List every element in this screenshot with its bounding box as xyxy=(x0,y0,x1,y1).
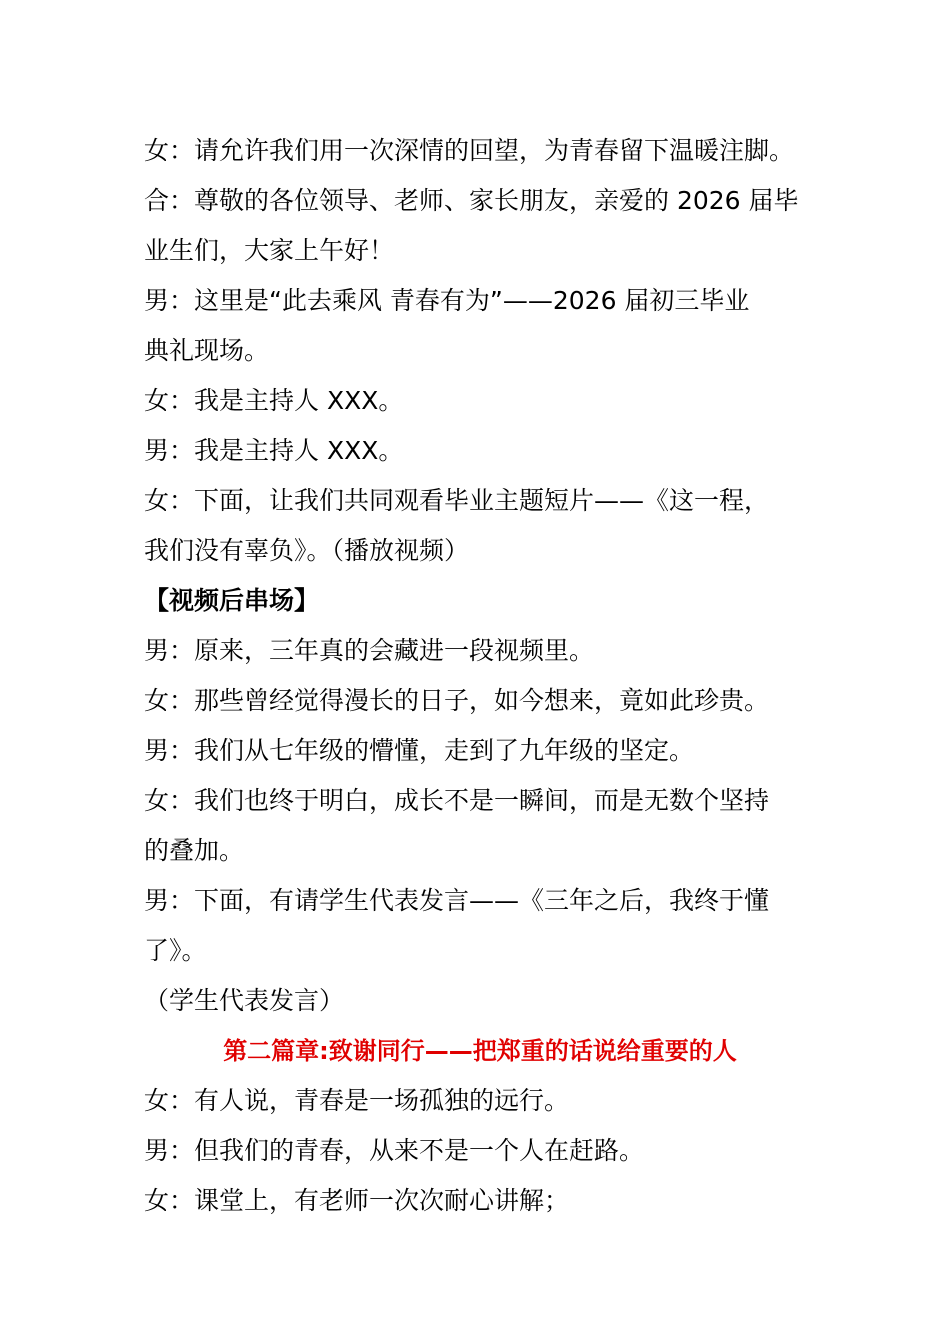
dialogue-line: 业生们，大家上午好！ xyxy=(144,236,395,265)
dialogue-line: 女：我们也终于明白，成长不是一瞬间，而是无数个坚持 xyxy=(144,786,770,815)
dialogue-line: 我们没有辜负》。（播放视频） xyxy=(144,536,470,565)
document-body xyxy=(144,126,816,1226)
dialogue-line: 女：有人说，青春是一场孤独的远行。 xyxy=(144,1086,570,1115)
dialogue-line: 男：这里是“此去乘风 青春有为”——2026 届初三毕业 xyxy=(144,286,750,315)
dialogue-line: 男：原来，三年真的会藏进一段视频里。 xyxy=(144,636,595,665)
dialogue-line: 女：课堂上，有老师一次次耐心讲解； xyxy=(144,1186,570,1215)
dialogue-line: 男：我们从七年级的懵懂，走到了九年级的坚定。 xyxy=(144,736,695,765)
dialogue-line: 男：我是主持人 XXX。 xyxy=(144,436,404,465)
dialogue-line: 男：下面，有请学生代表发言——《三年之后，我终于懂 xyxy=(144,886,770,915)
dialogue-line: 女：那些曾经觉得漫长的日子，如今想来，竟如此珍贵。 xyxy=(144,686,770,715)
dialogue-line: 女：我是主持人 XXX。 xyxy=(144,386,404,415)
dialogue-line: 了》。 xyxy=(144,936,207,965)
dialogue-line: 男：但我们的青春，从来不是一个人在赶路。 xyxy=(144,1136,645,1165)
dialogue-line: 的叠加。 xyxy=(144,836,245,865)
dialogue-line: 典礼现场。 xyxy=(144,336,270,365)
dialogue-line: 女：下面，让我们共同观看毕业主题短片——《这一程， xyxy=(144,486,770,515)
dialogue-line: 女：请允许我们用一次深情的回望，为青春留下温暖注脚。 xyxy=(144,136,795,165)
stage-direction: （学生代表发言） xyxy=(144,986,345,1015)
chapter-heading: 第二篇章:致谢同行——把郑重的话说给重要的人 xyxy=(223,1037,737,1065)
dialogue-line: 合：尊敬的各位领导、老师、家长朋友，亲爱的 2026 届毕 xyxy=(144,186,799,215)
section-label: 【视频后串场】 xyxy=(144,586,320,615)
